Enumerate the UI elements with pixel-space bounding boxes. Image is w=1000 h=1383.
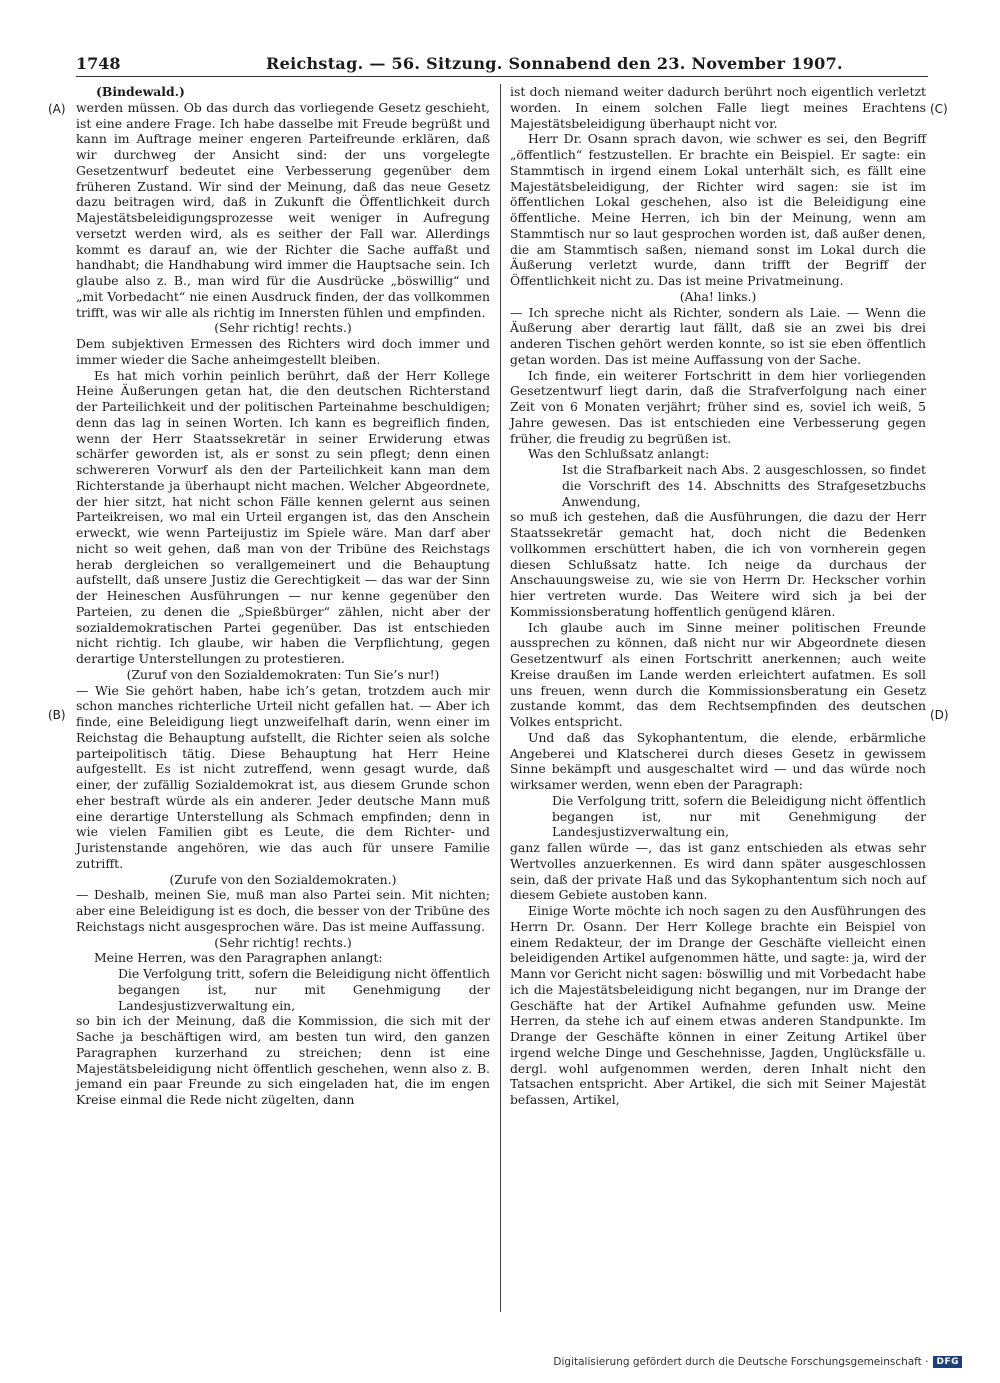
right-paragraph: so muß ich gestehen, daß die Ausführungen, die dazu der Herr Staatssekretär gemacht hat, doch nicht die Bedenken vollkommen erschüttert haben, die ich von vornherein gegen diesen Schlußsatz hatte. Ich neige da durchaus der Anschauungsweise zu, wie sie von Herrn Dr. Heckscher vorhin hier vertreten wurde. Das Weitere wird sich ja bei der Kommissionsberatung hoffentlich genügend klären. [510, 509, 926, 619]
right-paragraph: ganz fallen würde —, das ist ganz entschieden als etwas sehr Wertvolles anzuerkennen. Es wird dann später ausgeschlossen sein, daß der private Haß und das Sykophantentum sich noch auf diesem Gebiete austoben kann. [510, 840, 926, 903]
left-paragraph: Dem subjektiven Ermessen des Richters wird doch immer und immer wieder die Sache anheimgestellt bleiben. [76, 336, 490, 367]
margin-mark-a: (A) [48, 102, 66, 116]
footer-credit: Digitalisierung gefördert durch die Deutsche Forschungsgemeinschaft · [553, 1356, 929, 1368]
right-paragraph: Herr Dr. Osann sprach davon, wie schwer es sei, den Begriff „öffentlich“ festzustellen. Er brachte ein Beispiel. Er sagte: ein Stammtisch in irgend einem Lokal unterhält sich, es fällt eine Majestätsbeleidigung, der Richter wird sagen: sie ist im öffentlichen Lokal geschehen, also ist die Beleidigung eine öffentliche. Meine Herren, ich bin der Meinung, wenn am Stammtisch nur so laut gesprochen worden ist, daß außer denen, die am Stammtisch saßen, niemand sonst im Lokal durch die Äußerung verletzt wurde, dann trifft der Begriff der Öffentlichkeit nicht zu. Das ist meine Privatmeinung. [510, 131, 926, 288]
right-paragraph: Ich glaube auch im Sinne meiner politischen Freunde aussprechen zu können, daß nicht nur wir Abgeordnete diesen Gesetzentwurf als einen Fortschritt anerkennen; auch weite Kreise draußen im Lande werden erleichtert aufatmen. Es soll uns freuen, wenn durch die Kommissionsberatung ein Gesetz zustande kommt, das dem Rechtsempfinden des deutschen Volkes entspricht. [510, 619, 926, 729]
left-paragraph: — Wie Sie gehört haben, habe ich’s getan, trotzdem auch mir schon manches richterliche Urteil nicht gefallen hat. — Aber ich finde, eine Beleidigung liegt unzweifelhaft darin, wenn einer im Reichstag die Behauptung aufstellt, die Richter seien als solche parteipolitisch tätig. Diese Behauptung hat Herr Heine aufgestellt. Es ist nicht zutreffend, wenn gesagt wurde, daß einer, der zufällig Sozialdemokrat ist, aus diesem Grunde schon eher bestraft würde als ein anderer. Jeder deutsche Mann muß eine derartige Unterstellung als Schmach empfinden; denn in wie vielen Familien gibt es Leute, die dem Richter- und Juristenstande angehören, wie das auch für unsere Familie zutrifft. [76, 682, 490, 871]
margin-mark-c: (C) [930, 102, 948, 116]
left-quoted-law-text: Die Verfolgung tritt, sofern die Beleidigung nicht öffentlich begangen ist, nur mit Genehmigung der Landesjustizverwaltung ein, [118, 966, 490, 1013]
running-head: Reichstag. — 56. Sitzung. Sonnabend den 23. November 1907. [266, 54, 843, 73]
left-interjection: (Sehr richtig! rechts.) [214, 320, 352, 336]
right-column [510, 84, 926, 1108]
left-column [76, 84, 490, 1108]
right-quoted-law-text: Ist die Strafbarkeit nach Abs. 2 ausgeschlossen, so findet die Vorschrift des 14. Abschnitts des Strafgesetzbuchs Anwendung, [562, 462, 926, 509]
column-divider [500, 84, 501, 1312]
footer [553, 1356, 962, 1368]
right-paragraph: Ich finde, ein weiterer Fortschritt in dem hier vorliegenden Gesetzentwurf liegt darin, daß die Strafverfolgung nach einer Zeit von 6 Monaten verjährt; früher sind es, soviel ich weiß, 5 Jahre gewesen. Das ist entschieden eine Verbesserung gegen früher, die freudig zu begrüßen ist. [510, 367, 926, 446]
margin-mark-d: (D) [930, 708, 949, 722]
left-paragraph: so bin ich der Meinung, daß die Kommission, die sich mit der Sache ja beschäftigen wird, am besten tun wird, den ganzen Paragraphen kurzerhand zu streichen; denn ist eine Majestätsbeleidigung nicht öffentlich geschehen, wenn also z. B. jemand ein paar Freunde zu sich eingeladen hat, die im engen Kreise einmal die Rede nicht zügelten, dann [76, 1013, 490, 1107]
right-interjection: (Aha! links.) [679, 288, 757, 304]
dfg-logo: DFG [933, 1356, 962, 1368]
right-paragraph: Einige Worte möchte ich noch sagen zu den Ausführungen des Herrn Dr. Osann. Der Herr Kollege brachte ein Beispiel von einem Redakteur, der im Drange der Geschäfte vielleicht einen beleidigenden Artikel aufgenommen hätte, und sagte: ja, wird der Mann vor Gericht nicht sagen: böswillig und mit Vorbedacht habe ich die Majestätsbeleidigung nicht begangen, nur im Drange der Geschäfte hat der Artikel Aufnahme gefunden usw. Meine Herren, da stehe ich auf einem etwas anderen Standpunkte. Im Drange der Geschäfte können in einer Zeitung Artikel über irgend welche Dinge und Geschehnisse, Jagden, Unglücksfälle u. dergl. wohl aufgenommen werden, deren Inhalt nicht den Tatsachen entspricht. Aber Artikel, die sich mit Seiner Majestät befassen, Artikel, [510, 903, 926, 1107]
page-number: 1748 [76, 54, 121, 73]
left-interjection: (Zurufe von den Sozialdemokraten.) [169, 871, 397, 887]
header-rule [76, 76, 928, 77]
right-quoted-law-text: Die Verfolgung tritt, sofern die Beleidigung nicht öffentlich begangen ist, nur mit Genehmigung der Landesjustizverwaltung ein, [552, 792, 926, 840]
left-paragraph: — Deshalb, meinen Sie, muß man also Partei sein. Mit nichten; aber eine Beleidigung ist es doch, die besser von der Tribüne des Reichstags nicht ausgesprochen wäre. Das ist meine Auffassung. [76, 887, 490, 934]
left-paragraph: Meine Herren, was den Paragraphen anlangt: [94, 950, 383, 966]
left-speaker-name: (Bindewald.) [96, 84, 185, 99]
right-paragraph: — Ich spreche nicht als Richter, sondern als Laie. — Wenn die Äußerung aber derartig laut fällt, daß sie an zwei bis drei anderen Tischen gehört werden konnte, so ist sie eben öffentlich getan worden. Das ist meine Auffassung von der Sache. [510, 304, 926, 367]
left-paragraph: Es hat mich vorhin peinlich berührt, daß der Herr Kollege Heine Äußerungen getan hat, die den deutschen Richterstand der Parteilichkeit und der politischen Parteinahme beschuldigen; denn das lag in seinen Worten. Ich kann es begreiflich finden, wenn der Herr Staatssekretär in seiner Erwiderung etwas schärfer geworden ist, als er sonst zu sein pflegt; denn einen schwereren Vorwurf als den der Parteilichkeit kann man dem Richterstande ja überhaupt nicht machen. Welcher Abgeordnete, der hier sitzt, hat nicht schon Fälle kennen gelernt aus seinen Parteikreisen, wo mal ein Urteil ergangen ist, das den Anschein erweckt, wie wenn Parteijustiz im Spiele wäre. Man darf aber nicht so weit gehen, daß man von der Tribüne des Reichstags herab dergleichen so verallgemeinert und die Behauptung aufstellt, daß unsere Justiz die Gerechtigkeit — das war der Sinn der Heineschen Ausführungen — nur kenne gegenüber den Parteien, zu denen die „Spießbürger“ zählen, nicht aber der sozialdemokratischen Partei gegenüber. Das ist entschieden nicht richtig. Ich glaube, wir haben die Verpflichtung, gegen derartige Unterstellungen zu protestieren. [76, 367, 490, 666]
left-interjection: (Sehr richtig! rechts.) [214, 934, 352, 950]
right-paragraph: ist doch niemand weiter dadurch berührt noch eigentlich verletzt worden. In einem solchen Falle liegt meines Erachtens Majestätsbeleidigung überhaupt nicht vor. [510, 84, 926, 131]
left-paragraph: werden müssen. Ob das durch das vorliegende Gesetz geschieht, ist eine andere Frage. Ich habe dasselbe mit Freude begrüßt und kann im Auftrage meiner engeren Parteifreunde erklären, daß wir durchweg der Ansicht sind: der uns vorgelegte Gesetzentwurf bedeutet eine Verbesserung gegenüber dem früheren Zustand. Wir sind der Meinung, daß das neue Gesetz dazu beitragen wird, daß in Zukunft die Öffentlichkeit durch Majestätsbeleidigungsprozesse weit weniger in Aufregung versetzt werden wird, als es seither der Fall war. Allerdings kommt es darauf an, wie der Richter die Sache auffaßt und handhabt; die Handhabung wird immer die Hauptsache sein. Ich glaube also z. B., man wird für die Ausdrücke „böswillig“ und „mit Vorbedacht“ nie einen Ausdruck finden, der das vollkommen trifft, was wir alle als richtig im Innersten fühlen und empfinden. [76, 99, 490, 320]
margin-mark-b: (B) [48, 708, 66, 722]
right-paragraph: Und daß das Sykophantentum, die elende, erbärmliche Angeberei und Klatscherei durch dieses Gesetz in gewissem Sinne bekämpft und ausgeschaltet wird — und das würde noch wirksamer werden, wenn eben der Paragraph: [510, 729, 926, 792]
right-paragraph: Was den Schlußsatz anlangt: [528, 446, 710, 462]
left-interjection: (Zuruf von den Sozialdemokraten: Tun Sie’s nur!) [126, 666, 440, 682]
